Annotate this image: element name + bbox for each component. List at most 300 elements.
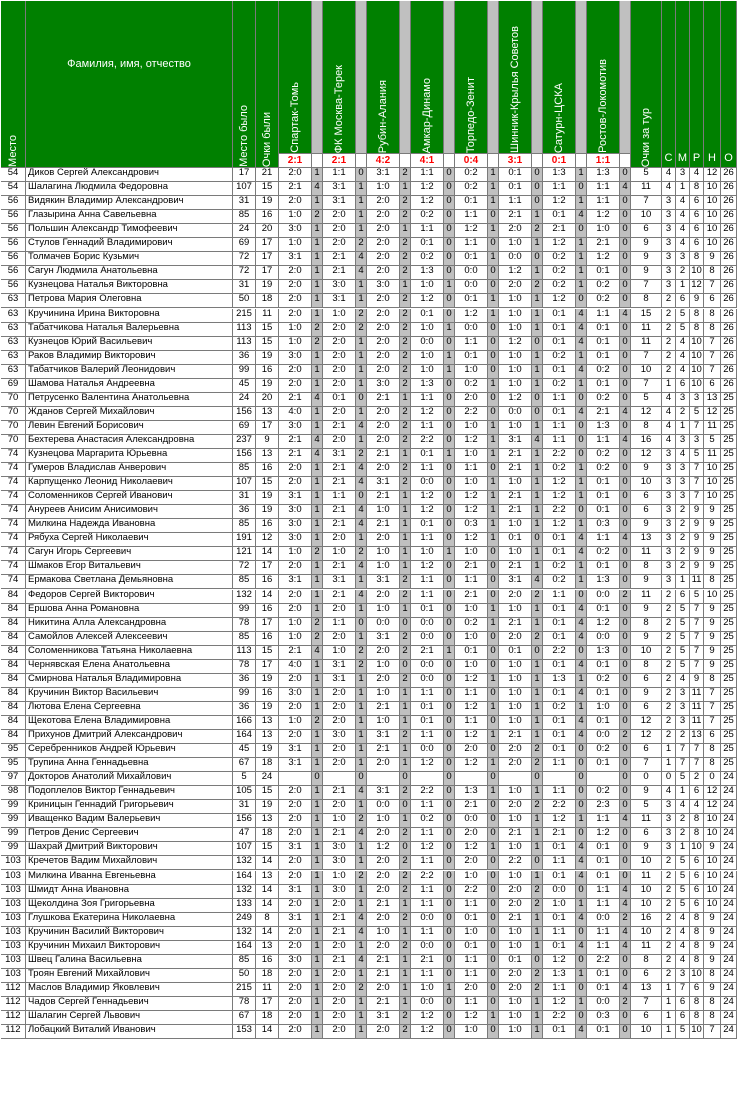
prediction-points: 0 <box>488 913 499 927</box>
prediction-points: 0 <box>444 927 455 941</box>
match-gap-score <box>356 154 367 168</box>
prediction-points: 1 <box>488 168 499 182</box>
stat-s: 3 <box>662 463 676 477</box>
prediction: 1:0 <box>367 505 400 519</box>
prediction-points: 1 <box>532 660 543 674</box>
prediction: 0:1 <box>587 323 620 337</box>
stat-r: 9 <box>690 674 704 688</box>
match-gap-score <box>444 154 455 168</box>
prediction: 0:1 <box>411 519 444 533</box>
prediction-points: 2 <box>356 547 367 561</box>
prediction: 3:1 <box>279 758 312 772</box>
stat-o: 26 <box>721 351 737 365</box>
participant-name: Шалагина Людмила Федоровна <box>26 182 233 196</box>
stat-r: 6 <box>690 856 704 870</box>
stat-s: 2 <box>662 646 676 660</box>
prediction-points: 0 <box>444 1011 455 1025</box>
prediction: 1:1 <box>587 927 620 941</box>
prediction-points: 0 <box>488 393 499 407</box>
prev-points: 16 <box>256 575 279 589</box>
prediction-points: 1 <box>356 941 367 955</box>
place: 74 <box>1 519 26 533</box>
prediction-points: 0 <box>444 814 455 828</box>
stat-m: 4 <box>676 800 690 814</box>
stat-n: 8 <box>704 758 721 772</box>
round-points: 11 <box>631 323 662 337</box>
prediction-points: 1 <box>356 575 367 589</box>
prediction: 3:0 <box>323 856 356 870</box>
prediction: 0:1 <box>543 660 576 674</box>
prediction: 2:0 <box>279 856 312 870</box>
stat-n: 9 <box>704 646 721 660</box>
round-points: 11 <box>631 871 662 885</box>
prediction: 1:3 <box>411 379 444 393</box>
participant-name: Смирнова Наталья Владимировна <box>26 674 233 688</box>
prediction-points: 0 <box>444 885 455 899</box>
prediction: 2:0 <box>323 800 356 814</box>
participant-name: Левин Евгений Борисович <box>26 421 233 435</box>
prediction-points: 1 <box>312 983 323 997</box>
prediction: 3:0 <box>279 351 312 365</box>
stat-r: 8 <box>690 1011 704 1025</box>
prediction: 0:2 <box>543 351 576 365</box>
prediction: 2:1 <box>367 449 400 463</box>
stat-m: 2 <box>676 561 690 575</box>
prediction-points: 2 <box>400 266 411 280</box>
prediction-points: 1 <box>400 280 411 294</box>
prediction: 1:1 <box>455 210 488 224</box>
stat-n: 10 <box>704 463 721 477</box>
prediction-points: 1 <box>576 168 587 182</box>
stat-o: 26 <box>721 365 737 379</box>
prediction-points: 0 <box>620 547 631 561</box>
prediction-points: 1 <box>532 786 543 800</box>
prev-place: 69 <box>233 238 256 252</box>
prediction: 1:2 <box>411 1025 444 1039</box>
prediction-points: 2 <box>400 1025 411 1039</box>
prediction-points: 1 <box>400 224 411 238</box>
stat-r: 10 <box>690 365 704 379</box>
prediction-points: 4 <box>576 632 587 646</box>
prediction: 2:0 <box>279 168 312 182</box>
prediction-points: 1 <box>532 561 543 575</box>
prediction: 1:2 <box>455 1011 488 1025</box>
prediction: 0:1 <box>543 407 576 421</box>
place: 84 <box>1 660 26 674</box>
stat-s: 2 <box>662 660 676 674</box>
prediction-points: 4 <box>576 210 587 224</box>
prediction: 2:1 <box>455 590 488 604</box>
stat-m: 5 <box>676 899 690 913</box>
stat-o: 25 <box>721 730 737 744</box>
prev-points: 18 <box>256 294 279 308</box>
prediction: 1:1 <box>411 688 444 702</box>
prediction-points: 1 <box>356 758 367 772</box>
prediction: 1:1 <box>411 224 444 238</box>
stat-o: 25 <box>721 519 737 533</box>
prediction-points: 4 <box>620 899 631 913</box>
prediction-points: 2 <box>400 210 411 224</box>
stat-s: 3 <box>662 547 676 561</box>
match-header-4: Амкар-Динамо <box>411 1 444 154</box>
prediction: 3:1 <box>499 435 532 449</box>
stat-m: 5 <box>676 618 690 632</box>
prev-place: 215 <box>233 983 256 997</box>
prediction-points: 0 <box>488 941 499 955</box>
prev-place: 107 <box>233 182 256 196</box>
prediction: 1:1 <box>411 463 444 477</box>
prediction-points: 0 <box>620 969 631 983</box>
stat-r: 6 <box>690 786 704 800</box>
prev-points: 19 <box>256 674 279 688</box>
stat-m: 1 <box>676 421 690 435</box>
prediction: 0:1 <box>587 969 620 983</box>
prediction-points: 1 <box>400 969 411 983</box>
stat-n: 10 <box>704 814 721 828</box>
prediction <box>323 772 356 786</box>
round-points: 10 <box>631 365 662 379</box>
stat-r: 8 <box>690 997 704 1011</box>
round-points: 12 <box>631 730 662 744</box>
prediction: 1:0 <box>367 182 400 196</box>
prediction-points: 1 <box>488 449 499 463</box>
prediction-points: 4 <box>356 252 367 266</box>
prediction: 1:0 <box>543 899 576 913</box>
prediction-points: 0 <box>488 688 499 702</box>
stat-n: 10 <box>704 491 721 505</box>
prediction-points: 2 <box>620 590 631 604</box>
prediction: 1:0 <box>323 547 356 561</box>
prev-points: 15 <box>256 477 279 491</box>
prediction: 1:1 <box>323 168 356 182</box>
prediction-points: 4 <box>576 856 587 870</box>
prediction-points: 1 <box>356 730 367 744</box>
stat-r: 9 <box>690 561 704 575</box>
prediction-points: 1 <box>488 505 499 519</box>
place: 99 <box>1 814 26 828</box>
prediction: 3:1 <box>367 575 400 589</box>
prediction-points: 0 <box>356 491 367 505</box>
participant-name: Кручинин Михаил Викторович <box>26 941 233 955</box>
prediction: 0:1 <box>499 646 532 660</box>
prediction-points: 1 <box>488 435 499 449</box>
prediction-points: 4 <box>576 323 587 337</box>
prediction: 2:1 <box>499 210 532 224</box>
prediction-points: 0 <box>444 491 455 505</box>
stat-r: 7 <box>690 604 704 618</box>
stat-s: 4 <box>662 435 676 449</box>
prediction: 1:1 <box>587 885 620 899</box>
stat-m: 2 <box>676 519 690 533</box>
stat-n: 7 <box>704 337 721 351</box>
stat-r: 8 <box>690 955 704 969</box>
prediction: 1:1 <box>411 800 444 814</box>
prediction-points: 0 <box>620 294 631 308</box>
prediction-points: 1 <box>532 505 543 519</box>
participant-name: Докторов Анатолий Михайлович <box>26 772 233 786</box>
stat-o: 25 <box>721 491 737 505</box>
stat-o: 25 <box>721 632 737 646</box>
prediction: 1:0 <box>367 688 400 702</box>
round-points: 10 <box>631 1025 662 1039</box>
stat-s: 2 <box>662 309 676 323</box>
prev-place: 153 <box>233 1025 256 1039</box>
prediction-points: 0 <box>312 772 323 786</box>
prev-points: 14 <box>256 590 279 604</box>
prediction: 2:0 <box>323 997 356 1011</box>
stat-r: 11 <box>690 688 704 702</box>
prediction <box>543 772 576 786</box>
prediction-points: 0 <box>620 505 631 519</box>
stat-r: 10 <box>690 337 704 351</box>
stat-s: 3 <box>662 505 676 519</box>
prediction: 1:2 <box>455 435 488 449</box>
prediction: 0:0 <box>411 674 444 688</box>
prediction-points: 1 <box>312 842 323 856</box>
prediction-points: 0 <box>488 590 499 604</box>
prediction: 1:0 <box>499 1025 532 1039</box>
prediction: 1:2 <box>455 533 488 547</box>
prediction-points: 2 <box>532 744 543 758</box>
prediction: 0:0 <box>411 337 444 351</box>
prediction: 3:1 <box>323 575 356 589</box>
stat-n: 12 <box>704 407 721 421</box>
prev-points: 13 <box>256 449 279 463</box>
prev-points: 18 <box>256 969 279 983</box>
prediction: 0:1 <box>455 913 488 927</box>
match-gap-header <box>576 1 587 154</box>
stat-s: 2 <box>662 674 676 688</box>
prediction-points: 1 <box>312 660 323 674</box>
prediction: 2:0 <box>323 1025 356 1039</box>
prediction: 0:2 <box>587 674 620 688</box>
place: 56 <box>1 224 26 238</box>
prediction-points: 1 <box>400 533 411 547</box>
prediction: 2:0 <box>323 365 356 379</box>
prediction: 1:0 <box>411 365 444 379</box>
round-points: 6 <box>631 224 662 238</box>
prev-place: 164 <box>233 730 256 744</box>
prediction: 3:1 <box>323 294 356 308</box>
prediction-points: 0 <box>488 266 499 280</box>
prediction: 1:1 <box>455 463 488 477</box>
prediction: 1:3 <box>587 421 620 435</box>
round-points: 10 <box>631 646 662 660</box>
prediction: 2:0 <box>367 674 400 688</box>
prediction: 1:0 <box>499 716 532 730</box>
stat-n: 5 <box>704 435 721 449</box>
prediction-points: 0 <box>620 842 631 856</box>
prediction-points: 1 <box>312 491 323 505</box>
prediction-points: 1 <box>488 491 499 505</box>
prediction-points: 1 <box>532 519 543 533</box>
prev-place: 113 <box>233 323 256 337</box>
prediction-points: 1 <box>312 997 323 1011</box>
participant-name: Прихунов Дмитрий Александрович <box>26 730 233 744</box>
stat-s: 2 <box>662 323 676 337</box>
stat-n: 10 <box>704 210 721 224</box>
prediction-points: 4 <box>356 913 367 927</box>
prediction: 1:0 <box>323 646 356 660</box>
prediction-points: 0 <box>576 885 587 899</box>
stat-o: 24 <box>721 941 737 955</box>
prediction: 2:1 <box>279 182 312 196</box>
prediction-points: 1 <box>488 421 499 435</box>
prediction: 0:1 <box>587 561 620 575</box>
prediction: 2:0 <box>323 407 356 421</box>
prediction: 1:0 <box>499 238 532 252</box>
prediction: 0:1 <box>587 856 620 870</box>
prediction-points: 1 <box>312 477 323 491</box>
prediction-points: 4 <box>356 828 367 842</box>
prediction-points: 0 <box>444 997 455 1011</box>
prediction-points: 0 <box>444 463 455 477</box>
prediction-points: 1 <box>356 1025 367 1039</box>
prediction: 1:1 <box>455 337 488 351</box>
prediction-points: 0 <box>620 168 631 182</box>
prediction: 2:0 <box>323 983 356 997</box>
prediction: 1:0 <box>499 477 532 491</box>
prediction-points: 4 <box>312 646 323 660</box>
round-points: 6 <box>631 505 662 519</box>
prediction: 1:1 <box>543 590 576 604</box>
prediction-points: 1 <box>576 561 587 575</box>
stat-s: 3 <box>662 252 676 266</box>
prediction-points: 4 <box>356 505 367 519</box>
stat-r: 7 <box>690 421 704 435</box>
participant-name: Кручинин Василий Викторович <box>26 927 233 941</box>
prediction-points: 2 <box>400 632 411 646</box>
prediction-points: 1 <box>488 604 499 618</box>
stat-r: 9 <box>690 294 704 308</box>
stat-m: 5 <box>676 772 690 786</box>
prediction-points: 0 <box>444 716 455 730</box>
prediction: 2:0 <box>323 604 356 618</box>
prediction-points: 0 <box>620 266 631 280</box>
stat-n: 9 <box>704 632 721 646</box>
prediction-points: 1 <box>400 688 411 702</box>
prediction-points: 0 <box>444 266 455 280</box>
stat-o: 24 <box>721 828 737 842</box>
prediction-points: 1 <box>312 309 323 323</box>
prediction: 0:0 <box>411 913 444 927</box>
prediction: 0:0 <box>411 632 444 646</box>
prediction: 1:0 <box>367 604 400 618</box>
place: 56 <box>1 238 26 252</box>
participant-name: Лютова Елена Сергеевна <box>26 702 233 716</box>
prediction: 3:0 <box>279 224 312 238</box>
prediction-points: 1 <box>312 702 323 716</box>
prediction-points: 1 <box>356 604 367 618</box>
prediction-points: 0 <box>444 786 455 800</box>
prediction-points: 0 <box>576 294 587 308</box>
prediction-points: 1 <box>488 618 499 632</box>
prediction: 0:2 <box>411 252 444 266</box>
prediction-points: 4 <box>576 407 587 421</box>
prediction-points: 0 <box>532 533 543 547</box>
prediction-points: 1 <box>576 702 587 716</box>
prediction: 0:0 <box>587 730 620 744</box>
prediction-points: 1 <box>488 477 499 491</box>
prev-place: 156 <box>233 814 256 828</box>
prediction-points: 0 <box>488 323 499 337</box>
prediction-points: 4 <box>576 1025 587 1039</box>
prediction: 0:3 <box>587 1011 620 1025</box>
prediction-points: 0 <box>444 842 455 856</box>
prediction: 1:0 <box>411 983 444 997</box>
prediction-points: 0 <box>532 182 543 196</box>
prev-points: 16 <box>256 604 279 618</box>
prediction-points: 0 <box>576 449 587 463</box>
prediction-points: 1 <box>400 997 411 1011</box>
prediction-points: 1 <box>488 309 499 323</box>
prediction: 1:2 <box>367 842 400 856</box>
prediction-points: 1 <box>488 182 499 196</box>
prediction: 1:0 <box>279 547 312 561</box>
prediction-points: 1 <box>532 814 543 828</box>
stat-r: 6 <box>690 196 704 210</box>
prediction-points: 0 <box>576 828 587 842</box>
prediction: 2:1 <box>455 561 488 575</box>
prev-points: 16 <box>256 688 279 702</box>
prediction-points: 1 <box>312 856 323 870</box>
prediction: 1:2 <box>587 252 620 266</box>
prediction: 2:0 <box>279 899 312 913</box>
prediction: 2:0 <box>323 323 356 337</box>
prediction: 2:0 <box>367 463 400 477</box>
stat-m: 5 <box>676 871 690 885</box>
stat-o: 25 <box>721 688 737 702</box>
stat-s: 2 <box>662 730 676 744</box>
stat-o: 26 <box>721 168 737 182</box>
prediction: 0:1 <box>543 730 576 744</box>
match-gap-score <box>532 154 543 168</box>
prediction-points: 2 <box>620 997 631 1011</box>
prediction-points: 0 <box>576 505 587 519</box>
prediction: 3:1 <box>279 575 312 589</box>
prediction-points: 0 <box>488 899 499 913</box>
prev-place: 249 <box>233 913 256 927</box>
stat-s: 3 <box>662 800 676 814</box>
prediction-points: 0 <box>576 224 587 238</box>
prev-place: 31 <box>233 800 256 814</box>
prediction-points: 1 <box>576 252 587 266</box>
prediction-points: 2 <box>400 196 411 210</box>
prediction-points: 1 <box>356 182 367 196</box>
participant-name: Соломенников Сергей Иванович <box>26 491 233 505</box>
stat-r: 13 <box>690 730 704 744</box>
stat-r: 10 <box>690 266 704 280</box>
place: 84 <box>1 716 26 730</box>
prediction: 2:2 <box>543 505 576 519</box>
place: 95 <box>1 758 26 772</box>
stat-o: 25 <box>721 646 737 660</box>
prediction-points: 1 <box>312 730 323 744</box>
prev-points: 16 <box>256 955 279 969</box>
prediction-points: 1 <box>488 379 499 393</box>
prediction-points: 1 <box>532 1025 543 1039</box>
prediction: 0:2 <box>587 365 620 379</box>
stat-n: 10 <box>704 885 721 899</box>
prediction-points: 0 <box>444 196 455 210</box>
prev-points: 19 <box>256 702 279 716</box>
prediction-points: 1 <box>356 842 367 856</box>
prediction: 0:1 <box>499 168 532 182</box>
participant-name: Бехтерева Анастасия Александровна <box>26 435 233 449</box>
prediction-points: 0 <box>444 477 455 491</box>
prev-points: 17 <box>256 266 279 280</box>
participant-name: Кречетов Вадим Михайлович <box>26 856 233 870</box>
